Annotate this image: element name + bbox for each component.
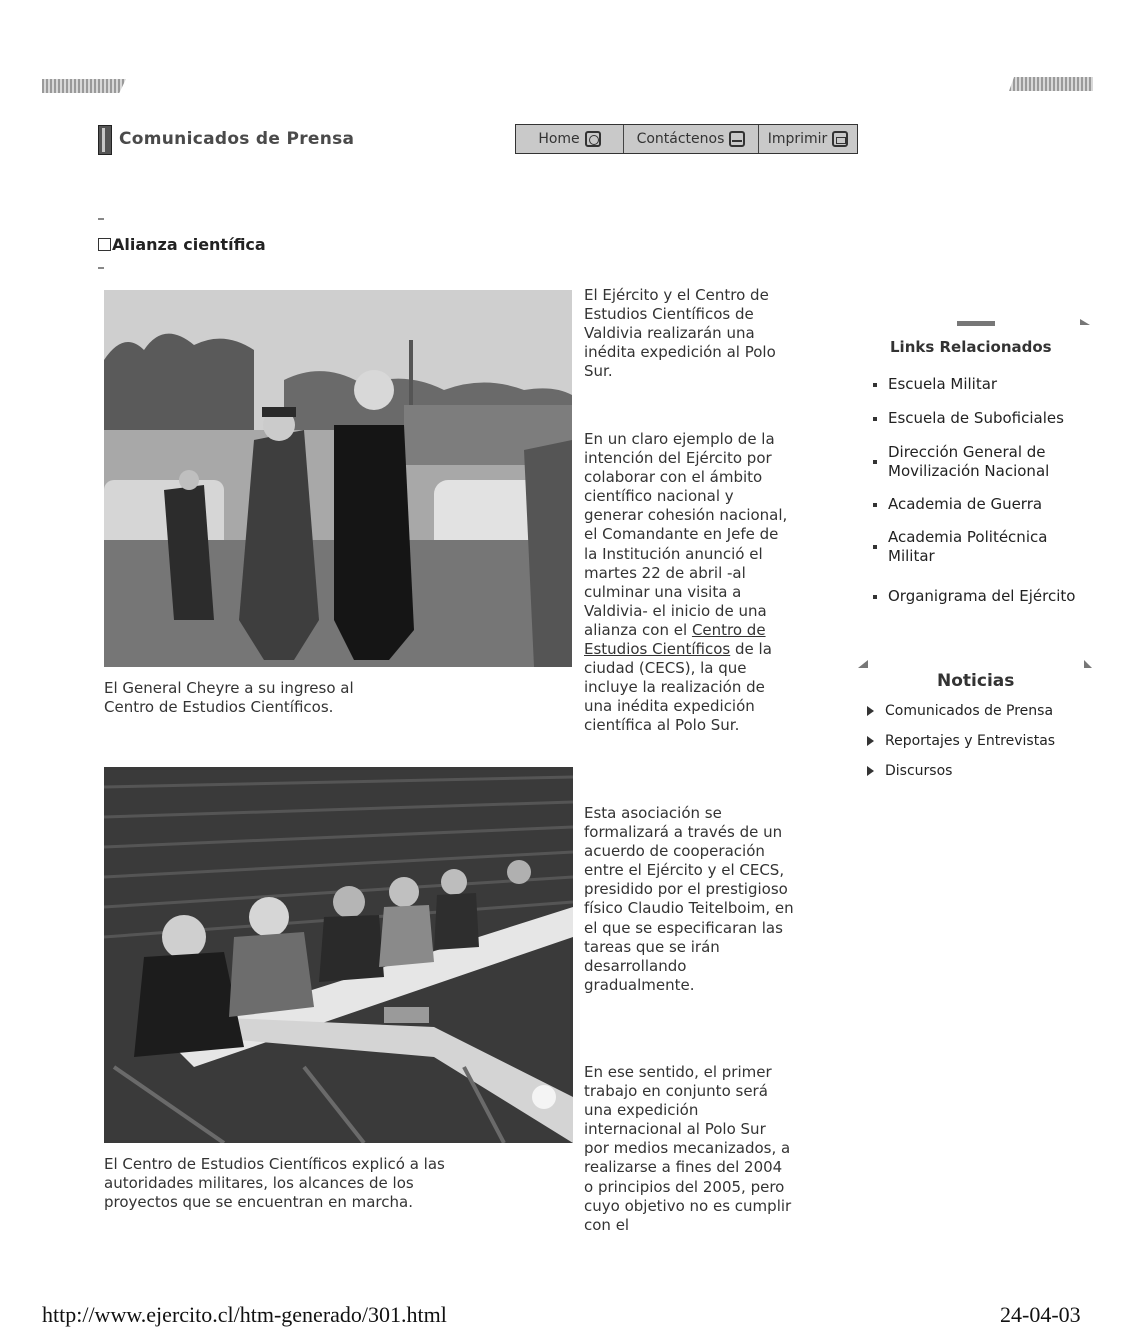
contact-button[interactable]	[624, 125, 759, 153]
top-right-decoration	[1009, 77, 1093, 91]
photo-caption: El General Cheyre a su ingreso al Centro de Estudios Científicos.	[104, 679, 354, 716]
divider	[98, 267, 104, 269]
footer-url: http://www.ejercito.cl/htm-generado/301.html	[42, 1302, 447, 1327]
bullet-icon	[873, 417, 877, 421]
article-paragraph: En ese sentido, el primer trabajo en conjunto será una expedición internacional al Polo Sur por medios mecanizados, a realizarse a fines del 2004 o principios del 2005, pero cuyo objetivo no es cumplir con el	[584, 1063, 792, 1234]
photo-caption: El Centro de Estudios Científicos explicó a las autoridades militares, los alcances de los proyectos que se encuentran en marcha.	[104, 1155, 445, 1211]
article-paragraph: El Ejército y el Centro de Estudios Científicos de Valdivia realizarán una inédita expedición al Polo Sur.	[584, 286, 776, 381]
news-link-comunicados[interactable]	[867, 703, 1053, 719]
bullet-icon	[873, 460, 877, 464]
article-paragraph	[584, 430, 794, 736]
sidebar-link-escuela-militar[interactable]	[873, 375, 1103, 394]
contact-button-label: Contáctenos	[636, 131, 725, 147]
sidebar-link-academia-guerra[interactable]	[873, 495, 1103, 514]
news-heading: Noticias	[937, 671, 1015, 691]
photo-general-entering	[104, 290, 572, 667]
print-button-label: Imprimir	[767, 131, 828, 147]
paragraph-text: de la ciudad (CECS), la que incluye la realización de una inédita expedición científica al Polo Sur.	[584, 640, 772, 735]
link-label: Academia Politécnica Militar	[888, 528, 1048, 565]
paragraph-text: En un claro ejemplo de la intención del Ejército por colaborar con el ámbito científico nacional y generar cohesión nacional, el Comandante en Jefe de la Institución anunció el martes 22 de abril -al culminar una visita a Valdivia- el inicio de una alianza con el	[584, 430, 788, 639]
top-nav	[515, 124, 858, 154]
link-label: Dirección General de Movilización Nacional	[888, 443, 1050, 480]
section-marker-icon	[98, 125, 112, 155]
sidebar-link-organigrama[interactable]	[873, 587, 1103, 606]
sidebar-decoration	[1080, 319, 1090, 325]
arrow-right-icon	[867, 706, 874, 716]
sidebar-link-academia-politecnica[interactable]	[873, 528, 1073, 566]
print-icon	[832, 131, 848, 147]
bullet-icon	[873, 383, 877, 387]
print-button[interactable]	[759, 125, 857, 153]
sidebar-decoration	[957, 321, 995, 326]
mail-icon	[729, 131, 745, 147]
link-label: Academia de Guerra	[888, 495, 1043, 513]
article-paragraph: Esta asociación se formalizará a través de un acuerdo de cooperación entre el Ejército y el CECS, presidido por el prestigioso físico Claudio Teitelboim, en el que se especificaran las tareas que se irán desarrollando gradualmente.	[584, 804, 794, 994]
news-link-reportajes[interactable]	[867, 733, 1055, 749]
links-heading: Links Relacionados	[890, 338, 1052, 356]
link-label: Organigrama del Ejército	[888, 587, 1076, 605]
sidebar-link-movilizacion[interactable]	[873, 443, 1073, 481]
bullet-icon	[873, 595, 877, 599]
section-title: Comunicados de Prensa	[119, 129, 355, 149]
news-link-discursos[interactable]	[867, 763, 952, 779]
bullet-icon	[873, 545, 877, 549]
news-label: Comunicados de Prensa	[885, 703, 1054, 719]
arrow-right-icon	[867, 766, 874, 776]
footer-date: 24-04-03	[1000, 1302, 1081, 1327]
news-label: Discursos	[885, 763, 953, 779]
arrow-right-icon	[867, 736, 874, 746]
divider	[98, 218, 104, 220]
sidebar-decoration	[1084, 660, 1092, 668]
cecs-link[interactable]: Centro de Estudios Científicos	[584, 620, 766, 659]
home-icon	[585, 131, 601, 147]
photo-meeting	[104, 767, 573, 1143]
news-label: Reportajes y Entrevistas	[885, 733, 1056, 749]
article-title-text: Alianza científica	[112, 235, 266, 254]
article-title	[98, 235, 266, 254]
link-label: Escuela Militar	[888, 375, 998, 393]
sidebar-decoration	[858, 660, 868, 668]
link-label: Escuela de Suboficiales	[888, 409, 1064, 427]
home-button-label: Home	[538, 131, 580, 147]
top-left-decoration	[42, 79, 126, 93]
checkbox-icon	[98, 238, 111, 251]
bullet-icon	[873, 503, 877, 507]
sidebar-link-escuela-suboficiales[interactable]	[873, 409, 1103, 428]
home-button[interactable]	[516, 125, 624, 153]
